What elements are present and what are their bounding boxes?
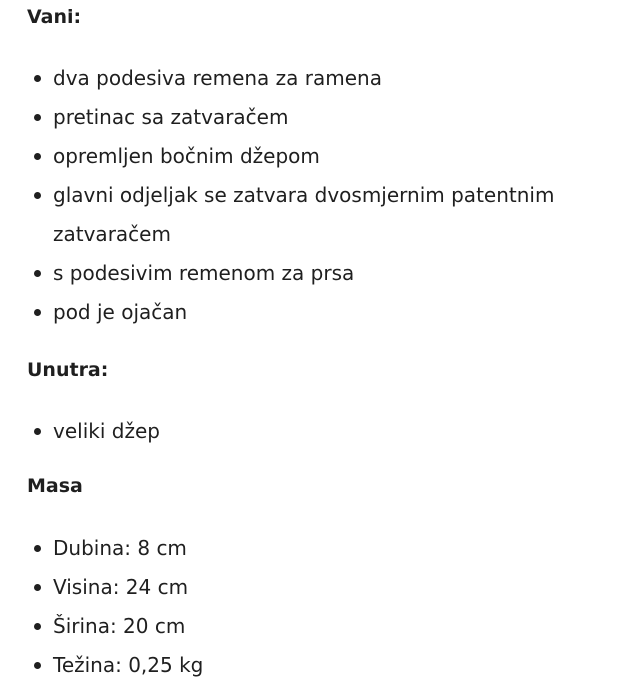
list-item bbox=[27, 254, 599, 293]
bullet-dot-icon bbox=[34, 545, 41, 552]
list-item bbox=[27, 568, 599, 607]
bullet-dot-icon bbox=[34, 192, 41, 199]
bullet-list-unutra bbox=[27, 412, 599, 451]
bullet-dot-icon bbox=[34, 270, 41, 277]
bullet-list-vani bbox=[27, 59, 599, 332]
section-heading-masa: Masa bbox=[27, 475, 83, 497]
bullet-dot-icon bbox=[34, 662, 41, 669]
section-heading-unutra: Unutra: bbox=[27, 359, 109, 381]
section-heading-vani: Vani: bbox=[27, 6, 82, 28]
list-item-text: Dubina: 8 cm bbox=[53, 536, 187, 560]
list-item bbox=[27, 529, 599, 568]
bullet-dot-icon bbox=[34, 114, 41, 121]
bullet-dot-icon bbox=[34, 584, 41, 591]
bullet-dot-icon bbox=[34, 153, 41, 160]
list-item-text: Visina: 24 cm bbox=[53, 575, 189, 599]
list-item-text: pod je ojačan bbox=[53, 300, 188, 324]
bullet-dot-icon bbox=[34, 428, 41, 435]
bullet-dot-icon bbox=[34, 623, 41, 630]
list-item bbox=[27, 98, 599, 137]
list-item-text: opremljen bočnim džepom bbox=[53, 144, 320, 168]
list-item bbox=[27, 137, 599, 176]
list-item-text: Širina: 20 cm bbox=[53, 614, 186, 638]
list-item-text: pretinac sa zatvaračem bbox=[53, 105, 289, 129]
list-item-text: Težina: 0,25 kg bbox=[53, 653, 204, 677]
bullet-dot-icon bbox=[34, 75, 41, 82]
list-item bbox=[27, 412, 599, 451]
list-item-text: s podesivim remenom za prsa bbox=[53, 261, 355, 285]
list-item-text: glavni odjeljak se zatvara dvosmjernim patentnim zatvaračem bbox=[53, 183, 555, 246]
list-item bbox=[27, 646, 599, 685]
list-item bbox=[27, 59, 599, 98]
list-item bbox=[27, 607, 599, 646]
bullet-list-masa bbox=[27, 529, 599, 685]
list-item-text: veliki džep bbox=[53, 419, 160, 443]
bullet-dot-icon bbox=[34, 309, 41, 316]
list-item bbox=[27, 293, 599, 332]
list-item-text: dva podesiva remena za ramena bbox=[53, 66, 382, 90]
list-item bbox=[27, 176, 599, 254]
